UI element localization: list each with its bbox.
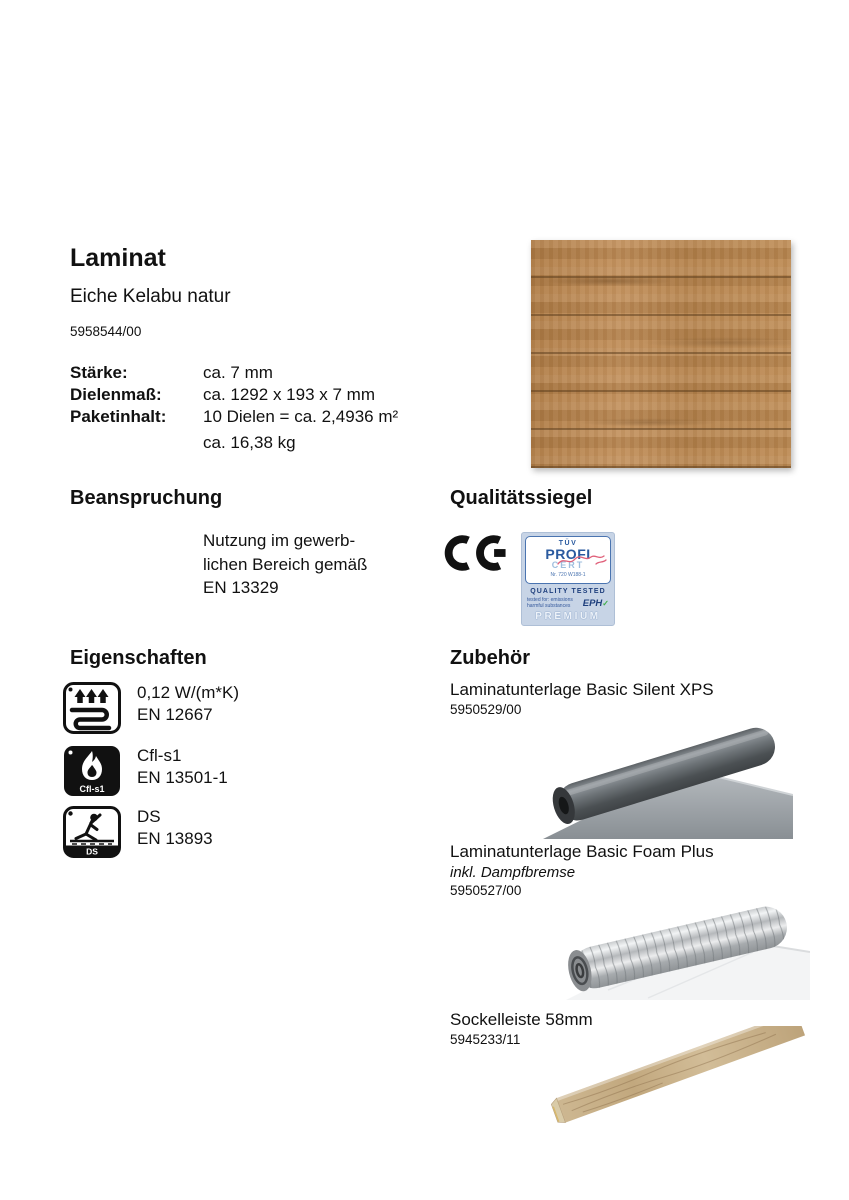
property-norm: EN 13501-1: [137, 768, 228, 787]
accessory-name: Laminatunterlage Basic Silent XPS: [450, 680, 714, 699]
beanspruchung-line: Nutzung im gewerb-: [203, 531, 356, 550]
spec-label: [70, 428, 203, 454]
property-value: 0,12 W/(m*K): [137, 683, 240, 702]
tuev-cert-number: Nr. 720 W188-1: [550, 572, 586, 578]
beanspruchung-line: lichen Bereich gemäß: [203, 554, 368, 574]
premium-label: PREMIUM: [535, 611, 601, 622]
product-title: Laminat: [70, 244, 166, 272]
section-heading-qualitaetssiegel: Qualitätssiegel: [450, 487, 593, 509]
quality-tested-label: QUALITY TESTED: [530, 588, 606, 595]
spec-row-paketinhalt: [70, 406, 398, 428]
tested-for-line: tested for: emissions: [527, 597, 573, 603]
accessory-name: Sockelleiste 58mm: [450, 1010, 593, 1029]
accessory-article-number: 5945233/11: [450, 1032, 521, 1047]
accessory-article-number: 5950527/00: [450, 883, 522, 898]
spec-value: 10 Dielen = ca. 2,4936 m²: [203, 407, 399, 426]
ce-mark-icon: [438, 524, 514, 582]
section-heading-zubehoer: Zubehör: [450, 647, 530, 669]
section-heading-beanspruchung: Beanspruchung: [70, 487, 223, 509]
slip-class-label: DS: [86, 846, 98, 857]
property-row-slip: [63, 806, 213, 858]
eph-logo: [583, 598, 609, 609]
product-article-number: 5958544/00: [70, 324, 142, 339]
underfloor-heating-icon: [63, 682, 121, 734]
tuev-profi-cert-seal: [521, 532, 615, 626]
tested-for-line: harmful substances: [527, 603, 571, 609]
spec-value: ca. 7 mm: [203, 363, 273, 382]
section-heading-eigenschaften: Eigenschaften: [70, 647, 207, 669]
skirting-board-image: [548, 1026, 813, 1138]
property-row-fire: [63, 745, 228, 797]
eph-check-icon: ✓: [602, 598, 609, 608]
silver-foam-underlay-roll-image: [548, 872, 810, 1000]
tuev-brand-sub: CERT: [551, 560, 585, 570]
tuev-brand-main: PROFI: [545, 546, 591, 562]
accessory-note: inkl. Dampfbremse: [450, 864, 576, 881]
accessory-name: Laminatunterlage Basic Foam Plus: [450, 842, 714, 861]
spec-row-staerke: [70, 362, 398, 384]
property-value: DS: [137, 807, 161, 826]
signature-scribble-icon: [556, 551, 608, 569]
fire-class-label: Cfl-s1: [79, 784, 105, 794]
spec-row-gewicht: [70, 428, 398, 454]
beanspruchung-line: EN 13329: [203, 578, 279, 597]
tested-for-lines: [527, 597, 573, 609]
property-text: [137, 806, 213, 850]
spec-table: [70, 362, 398, 454]
beanspruchung-text: [203, 529, 367, 600]
spec-row-dielenmass: [70, 384, 398, 406]
tuev-brand-top: TÜV: [558, 540, 578, 547]
product-subtitle: Eiche Kelabu natur: [70, 286, 231, 307]
property-row-thermal: [63, 682, 239, 734]
spec-label: Stärke:: [70, 363, 128, 382]
accessory-article-number: 5950529/00: [450, 702, 522, 717]
eph-label: EPH: [582, 597, 603, 609]
spec-value: ca. 16,38 kg: [203, 433, 296, 452]
slip-resistance-icon: [63, 806, 121, 858]
grey-underlay-roll-image: [543, 711, 793, 839]
laminate-product-image: [531, 240, 791, 468]
tested-for-row: [525, 597, 611, 609]
property-value: Cfl-s1: [137, 746, 182, 765]
property-norm: EN 13893: [137, 829, 213, 848]
property-text: [137, 745, 228, 789]
spec-label: Paketinhalt:: [70, 407, 167, 426]
fire-classification-icon: [63, 745, 121, 797]
property-norm: EN 12667: [137, 705, 213, 724]
spec-value: ca. 1292 x 193 x 7 mm: [203, 385, 375, 404]
tuev-seal-card: [525, 536, 611, 584]
property-text: [137, 682, 239, 726]
spec-label: Dielenmaß:: [70, 385, 162, 404]
